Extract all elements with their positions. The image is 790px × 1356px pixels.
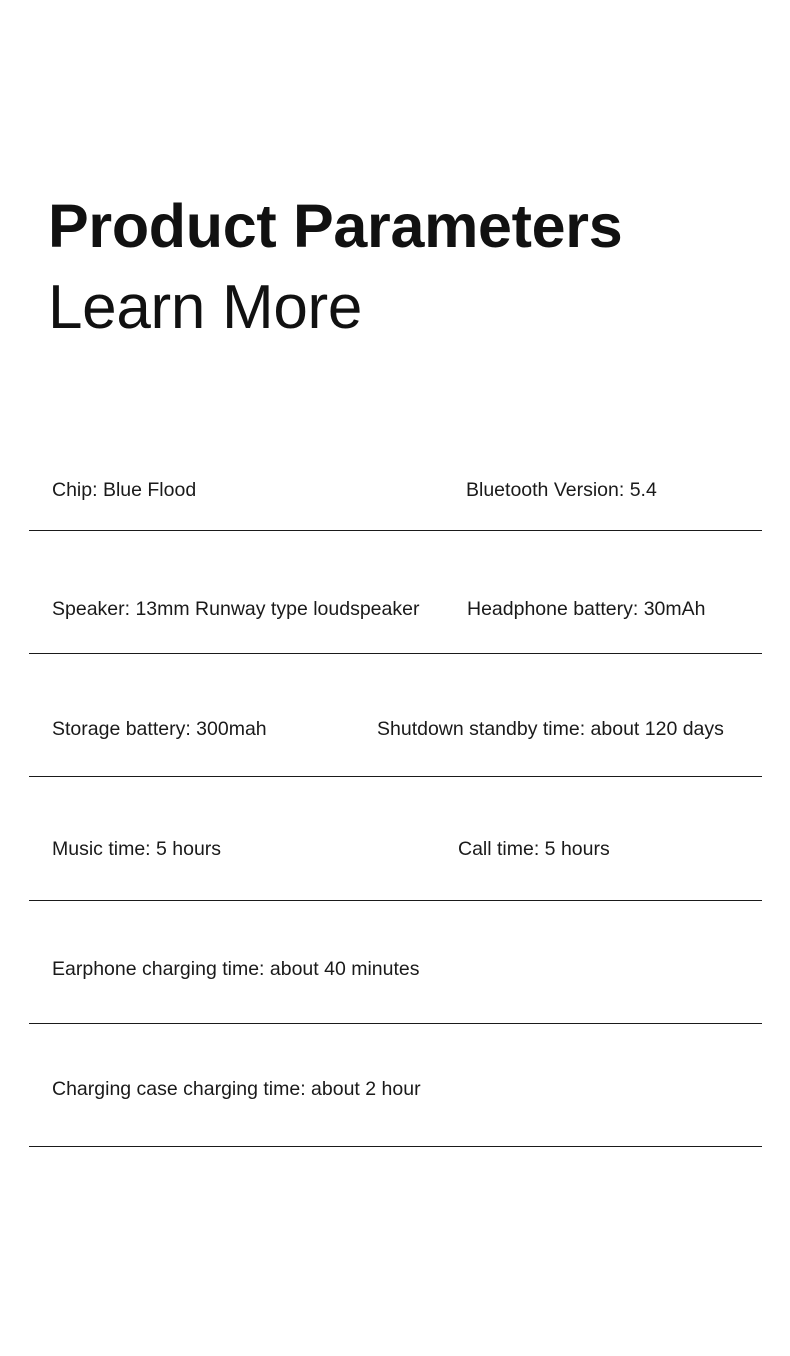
param-row-music-call [29,777,762,901]
param-row-speaker-battery [29,531,762,654]
param-earphone-charging-time: Earphone charging time: about 40 minutes [52,958,420,980]
param-row-case-charging [29,1024,762,1147]
param-standby-time: Shutdown standby time: about 120 days [377,718,724,740]
param-storage-battery: Storage battery: 300mah [52,718,267,740]
param-case-charging-time: Charging case charging time: about 2 hour [52,1078,421,1100]
param-row-chip-bluetooth [29,420,762,531]
param-row-earphone-charging [29,901,762,1024]
param-headphone-battery: Headphone battery: 30mAh [467,598,706,620]
page-title: Product Parameters [48,192,623,260]
param-chip: Chip: Blue Flood [52,479,197,501]
param-speaker: Speaker: 13mm Runway type loudspeaker [52,598,420,620]
param-bluetooth-version: Bluetooth Version: 5.4 [466,479,657,501]
param-music-time: Music time: 5 hours [52,838,222,860]
param-row-storage-standby [29,654,762,777]
param-call-time: Call time: 5 hours [458,838,610,860]
page-subtitle: Learn More [48,273,363,342]
